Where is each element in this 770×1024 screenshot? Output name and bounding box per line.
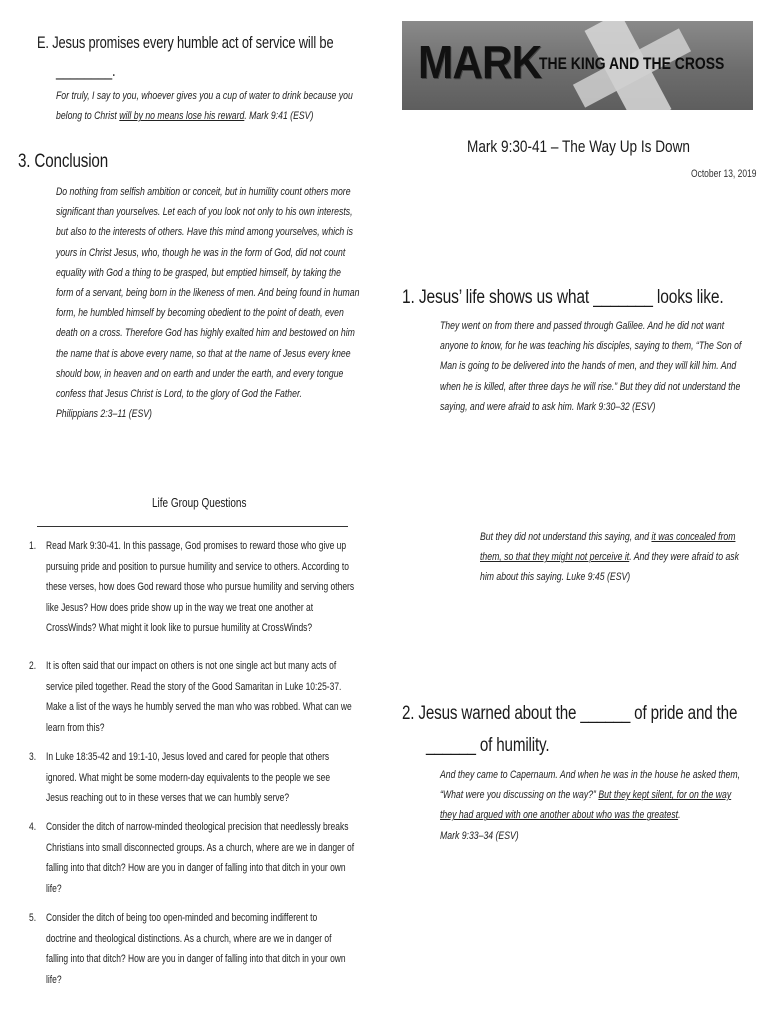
verse-line: him about this saying. Luke 9:45 (ESV) — [480, 571, 631, 584]
question-line: learn from this? — [46, 721, 105, 734]
verse-line — [480, 527, 735, 547]
verse-line: significant than yourselves. Let each of you look not only to his own interests, — [56, 206, 353, 219]
life-group-title-wrap — [152, 494, 270, 512]
verse-line: death on a cross. Therefore God has highly exalted him and bestowed on him — [56, 327, 355, 340]
question-number: 1. — [29, 540, 37, 552]
question-line: Read Mark 9:30-41. In this passage, God promises to reward those who give up — [46, 540, 347, 552]
question-line: these verses, how does God reward those who pursue humility and serving others — [46, 581, 355, 593]
life-group-rule — [37, 526, 348, 527]
verse-text: “What were you discussing on the way?” — [440, 789, 599, 802]
verse-underlined: will by no means lose his reward — [119, 110, 245, 123]
point1-heading: 1. Jesus’ life shows us what _______ looks like. — [402, 287, 724, 308]
question-text — [46, 908, 421, 990]
section-e-heading-blank — [56, 62, 132, 81]
question-line: like Jesus? How does pride show up in the way we treat one another at — [46, 601, 314, 614]
question-text — [46, 536, 431, 639]
verse-line — [56, 106, 313, 126]
section-e-heading: E. Jesus promises every humble act of service will be — [37, 34, 334, 52]
verse-line: when he is killed, after three days he will rise.” But they did not understand the — [440, 380, 741, 393]
question-line: falling into that ditch? How are you in danger of falling into that ditch in your own — [46, 953, 346, 965]
question-text — [46, 656, 428, 738]
verse-line: should bow, in heaven and on earth and under the earth, and every tongue — [56, 367, 344, 380]
banner-subtitle: THE KING AND THE CROSS — [539, 54, 725, 73]
point2-heading-line1: 2. Jesus warned about the ______ of pride and the — [402, 703, 738, 724]
section-e-blank-text: ________. — [56, 62, 116, 80]
question-line: life? — [46, 882, 62, 895]
verse-text: . — [678, 809, 681, 822]
point2-heading-line2: ______ of humility. — [426, 735, 550, 756]
verse-line: but also to the interests of others. Have this mind among yourselves, which is — [56, 226, 353, 239]
point1-verse — [440, 316, 770, 417]
point1-heading-wrap — [402, 287, 770, 309]
section-e-verse — [56, 86, 418, 126]
verse-text: But they did not understand this saying, and — [480, 531, 652, 543]
verse-line: anyone to know, for he was teaching his disciples, saying to them, “The Son of — [440, 340, 742, 353]
question-line: In Luke 18:35-42 and 19:1-10, Jesus loved and cared for people that others — [46, 751, 330, 763]
verse-line: the name that is above every name, so that at the name of Jesus every knee — [56, 347, 351, 360]
luke-verse — [480, 527, 770, 588]
banner-title: MARK — [418, 36, 542, 88]
verse-line: Philippians 2:3–11 (ESV) — [56, 408, 152, 421]
section-e — [37, 34, 417, 53]
conclusion-verse — [56, 182, 426, 424]
question-line: service piled together. Read the story of the Good Samaritan in Luke 10:25-37. — [46, 680, 342, 693]
verse-line: equality with God a thing to be grasped, but emptied himself, by taking the — [56, 266, 341, 279]
sermon-heading-wrap — [467, 137, 746, 157]
question-number: 2. — [29, 660, 37, 672]
verse-line: Mark 9:33–34 (ESV) — [440, 829, 519, 842]
conclusion-heading: 3. Conclusion — [18, 151, 109, 172]
verse-line: form of a servant, being born in the likeness of men. And being found in human — [56, 287, 360, 300]
verse-underlined: they had argued with one another about who was the greatest — [440, 809, 679, 822]
question-line: doctrine and theological distinctions. As a church, where are we in danger of — [46, 932, 332, 945]
verse-line: form, he humbled himself by becoming obedient to the point of death, even — [56, 307, 344, 320]
question-line: Consider the ditch of being too open-minded and becoming indifferent to — [46, 912, 318, 924]
verse-line: confess that Jesus Christ is Lord, to the glory of God the Father. — [56, 388, 302, 401]
point2-heading-wrap — [402, 703, 770, 725]
verse-line: yours in Christ Jesus, who, though he was in the form of God, did not count — [56, 246, 346, 259]
question-line: It is often said that our impact on others is not one single act but many acts of — [46, 660, 337, 672]
verse-ref: . Mark 9:41 (ESV) — [244, 110, 314, 123]
question-line: Consider the ditch of narrow-minded theological precision that needlessly breaks — [46, 821, 349, 833]
question-line: falling into that ditch? How are you in danger of falling into that ditch in your own — [46, 862, 346, 874]
question-text — [46, 817, 431, 899]
verse-text: . And they were afraid to ask — [629, 551, 739, 564]
verse-line: Do nothing from selfish ambition or conceit, but in humility count others more — [56, 186, 351, 198]
verse-line — [440, 785, 731, 805]
sermon-date-wrap — [691, 164, 770, 182]
question-line: pursuing pride and position to pursue humility and service to others. According to — [46, 560, 349, 573]
question-number: 3. — [29, 751, 37, 763]
verse-line: And they came to Capernaum. And when he was in the house he asked them, — [440, 769, 741, 781]
question-text — [46, 747, 401, 809]
point2-heading-wrap2 — [426, 735, 580, 757]
verse-underlined: them, so that they might not perceive it — [480, 551, 630, 564]
verse-line — [440, 805, 681, 825]
question-line: Make a list of the ways he humbly served the man who was robbed. What can we — [46, 701, 352, 713]
verse-line: For truly, I say to you, whoever gives you a cup of water to drink because you — [56, 90, 353, 102]
series-banner — [402, 21, 753, 110]
verse-line: Man is going to be delivered into the hands of men, and they will kill him. And — [440, 360, 737, 373]
point2-verse — [440, 765, 770, 846]
question-line: Jesus reaching out to in these verses that we can humbly serve? — [46, 792, 290, 804]
life-group-title: Life Group Questions — [152, 496, 247, 510]
verse-text: belong to Christ — [56, 110, 120, 123]
question-line: life? — [46, 973, 62, 986]
question-number: 4. — [29, 821, 37, 833]
verse-line: saying, and were afraid to ask him. Mark 9:30–32 (ESV) — [440, 400, 656, 413]
question-line: Christians into small disconnected groups. As a church, where are we in danger of — [46, 841, 355, 854]
verse-underlined: But they kept silent, for on the way — [598, 789, 732, 802]
conclusion-heading-wrap — [18, 151, 131, 173]
verse-underlined: it was concealed from — [651, 531, 736, 543]
verse-line: They went on from there and passed through Galilee. And he did not want — [440, 320, 725, 332]
question-line: CrossWinds? What might it look like to pursue humility at CrossWinds? — [46, 622, 313, 634]
verse-line — [480, 547, 739, 567]
question-number: 5. — [29, 912, 37, 924]
sermon-date: October 13, 2019 — [691, 168, 757, 180]
sermon-heading: Mark 9:30-41 – The Way Up Is Down — [467, 137, 690, 156]
question-line: ignored. What might be some modern-day equivalents to the people we see — [46, 771, 331, 784]
